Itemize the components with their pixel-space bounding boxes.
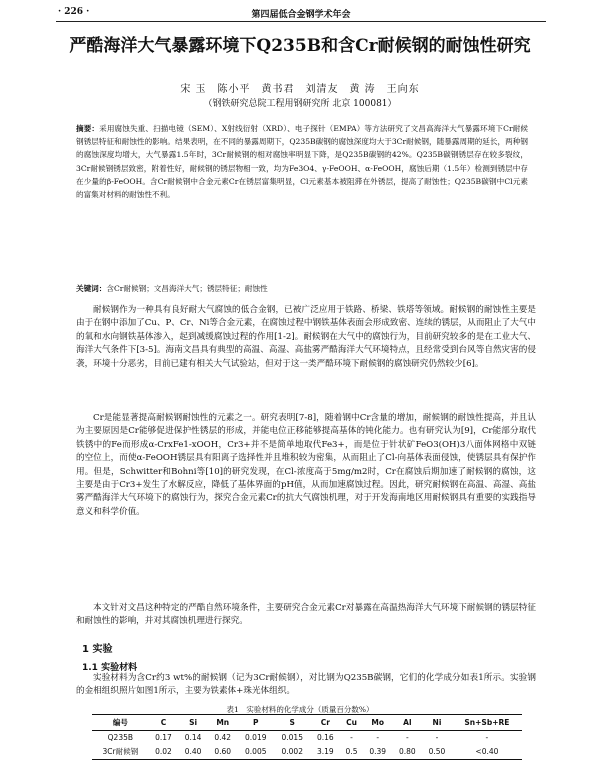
- table-cell: -: [485, 733, 489, 742]
- table-column-header: Sn+Sb+RE: [464, 718, 510, 727]
- running-header: [56, 6, 546, 22]
- body-paragraph-2: Cr是能显著提高耐候钢耐蚀性的元素之一。研究表明[7-8]，随着钢中Cr含量的增加，耐候钢的耐蚀性提高，并且认为主要原因是Cr能够促进保护性锈层的形成，并能电位正移能够提高基体的钝化能力。也有研究认为[9]，Cr能部分取代铁锈中的Fe而形成α-CrxFe1-xOOH，Cr3+并不是简单地取代Fe3+，而是位于针状矿FeO3(OH)3八面体网格中双链的空位上，而使α-FeOOH锈层具有阳离子选择性并且堆积较为密集，从而阻止了Cl-向基体表面侵蚀，使锈层具有保护作用。但是，Schwitter和Bohni等[10]的研究发现，在Cl-浓度高于5mg/m2时，Cr在腐蚀后期加速了耐候钢的腐蚀，这主要是由于Cr3+发生了水解反应，降低了基体界面的pH值，从而加速腐蚀过程。因此，研究耐候钢在高温、高湿、高盐雾严酷海洋大气环境下的腐蚀行为，探究合金元素Cr的抗大气腐蚀机理，对于开发海南地区用耐候钢具有重要的实践指导意义和科学价值。: [76, 413, 536, 517]
- table-column-header: 编号: [112, 718, 128, 727]
- table-cell: 0.019: [245, 733, 267, 742]
- table-cell: <0.40: [475, 747, 499, 756]
- keywords: [76, 283, 528, 295]
- table-body: [92, 731, 522, 760]
- table-cell: 0.02: [155, 747, 172, 756]
- table-header-row: [92, 715, 522, 731]
- table-column-header: Mo: [371, 718, 385, 727]
- table-cell: -: [376, 733, 380, 742]
- table-cell: 0.17: [155, 733, 172, 742]
- composition-table: [92, 714, 522, 760]
- table-column-header: Mn: [216, 718, 230, 727]
- table-cell: 0.14: [184, 733, 202, 742]
- table-cell: 0.5: [345, 747, 358, 756]
- table-column-header: S: [289, 718, 295, 727]
- table-cell: 0.002: [281, 747, 303, 756]
- paper-title: 严酷海洋大气暴露环境下Q235B和含Cr耐候钢的耐蚀性研究: [69, 36, 531, 56]
- abstract-label: 摘要：: [76, 124, 100, 133]
- page-number: · 226 ·: [58, 7, 90, 17]
- table-cell: 0.015: [281, 733, 303, 742]
- table-caption: 表1 实验材料的化学成分（质量百分数%）: [226, 705, 374, 714]
- table-cell: 0.42: [214, 733, 232, 742]
- body-paragraph-3: 本文针对文昌这种特定的严酷自然环境条件，主要研究合金元素Cr对暴露在高温热海洋大气环境下耐候钢的锈层特征和耐蚀性的影响，并对其腐蚀机理进行探究。: [76, 603, 536, 627]
- table-cell: 3.19: [316, 747, 334, 756]
- table-column-header: Cr: [320, 718, 330, 727]
- table-cell: -: [350, 733, 353, 742]
- table-column-header: Si: [189, 718, 198, 727]
- table-cell: 0.80: [399, 747, 416, 756]
- table-cell: -: [435, 733, 439, 742]
- table-cell: 0.16: [316, 733, 334, 742]
- section-heading-experiment: 1 实验: [82, 644, 113, 655]
- table-cell: -: [406, 733, 409, 742]
- table-cell: Q235B: [107, 733, 134, 742]
- table-cell: 0.50: [428, 747, 446, 756]
- table-column-header: P: [253, 718, 259, 727]
- table-cell: 0.60: [214, 747, 232, 756]
- table-column-header: C: [160, 718, 167, 727]
- table-row: [92, 744, 522, 760]
- affiliation: （钢铁研究总院工程用钢研究所 北京 100081）: [203, 99, 397, 109]
- subsection-heading-materials: 1.1 实验材料: [82, 663, 138, 673]
- abstract: [76, 122, 528, 201]
- table-row: [92, 731, 522, 745]
- keywords-text: 含Cr耐候钢；文昌海洋大气；锈层特征；耐蚀性: [106, 284, 268, 293]
- conference-name: 第四届低合金钢学术年会: [251, 10, 351, 20]
- keywords-label: 关键词：: [76, 284, 107, 293]
- table-cell: 0.005: [245, 747, 267, 756]
- table-cell: 3Cr耐候钢: [102, 747, 139, 756]
- table-cell: 0.40: [184, 747, 202, 756]
- body-paragraph-4: 实验材料为含Cr约3 wt%的耐候钢（记为3Cr耐候钢），对比钢为Q235B碳钢，它们的化学成分如表1所示。实验钢的金相组织照片如图1所示，主要为铁素体+珠光体组织。: [76, 673, 536, 697]
- table-column-header: Cu: [346, 718, 357, 727]
- author-list: 宋 玉 陈小平 黄书君 刘清友 黄 涛 王向东: [180, 84, 420, 95]
- table-column-header: Ni: [432, 718, 442, 727]
- table-column-header: Al: [403, 718, 412, 727]
- body-paragraph-1: 耐候钢作为一种具有良好耐大气腐蚀的低合金钢，已被广泛应用于铁路、桥梁、铁塔等领域。耐候钢的耐蚀性主要是由于在钢中添加了Cu、P、Cr、Ni等合金元素，在腐蚀过程中钢铁基体表面会形成致密、连续的锈层，从而阻止了大气中的氧和水向钢铁基体渗入，起到减缓腐蚀过程的作用[1-2]。耐候钢在大气中的腐蚀行为，目前研究较多的是在工业大气、海洋大气条件下[3-5]。海南文昌具有典型的高温、高湿、高盐雾严酷海洋大气环境特点，且经常受到台风等自然灾害的侵袭，环境十分恶劣，目前已建有相关大气试验站，但对于这一类严酷环境下耐候钢的腐蚀研究仍然较少[6]。: [76, 305, 536, 369]
- table-cell: 0.39: [369, 747, 387, 756]
- abstract-text: 采用腐蚀失重、扫描电镜（SEM）、X射线衍射（XRD）、电子探针（EMPA）等方法研究了文昌高海洋大气暴露环境下Cr耐候钢锈层特征和耐蚀性的影响。结果表明，在不同的暴露周期下，Q235B碳钢的腐蚀深度均大于3Cr耐候钢，随暴露周期的延长，两种钢的腐蚀深度均增大，大气暴露1.5年时，3Cr耐候钢的相对腐蚀率明显下降，是Q235B碳钢的42%。Q235B碳钢锈层存在较多裂纹，3Cr耐候钢锈层致密，附着性好，耐候钢的锈层物相一致，均为Fe3O4、γ-FeOOH、α-FeOOH，腐蚀后期（1.5年）检测到锈层中存在少量的β-FeOOH。含Cr耐候钢中合金元素Cr在锈层富集明显，Cl元素基本被阻滞在外锈层，提高了耐蚀性；Q235B碳钢中Cl元素的富集对材料的耐蚀性不利。: [76, 124, 528, 200]
